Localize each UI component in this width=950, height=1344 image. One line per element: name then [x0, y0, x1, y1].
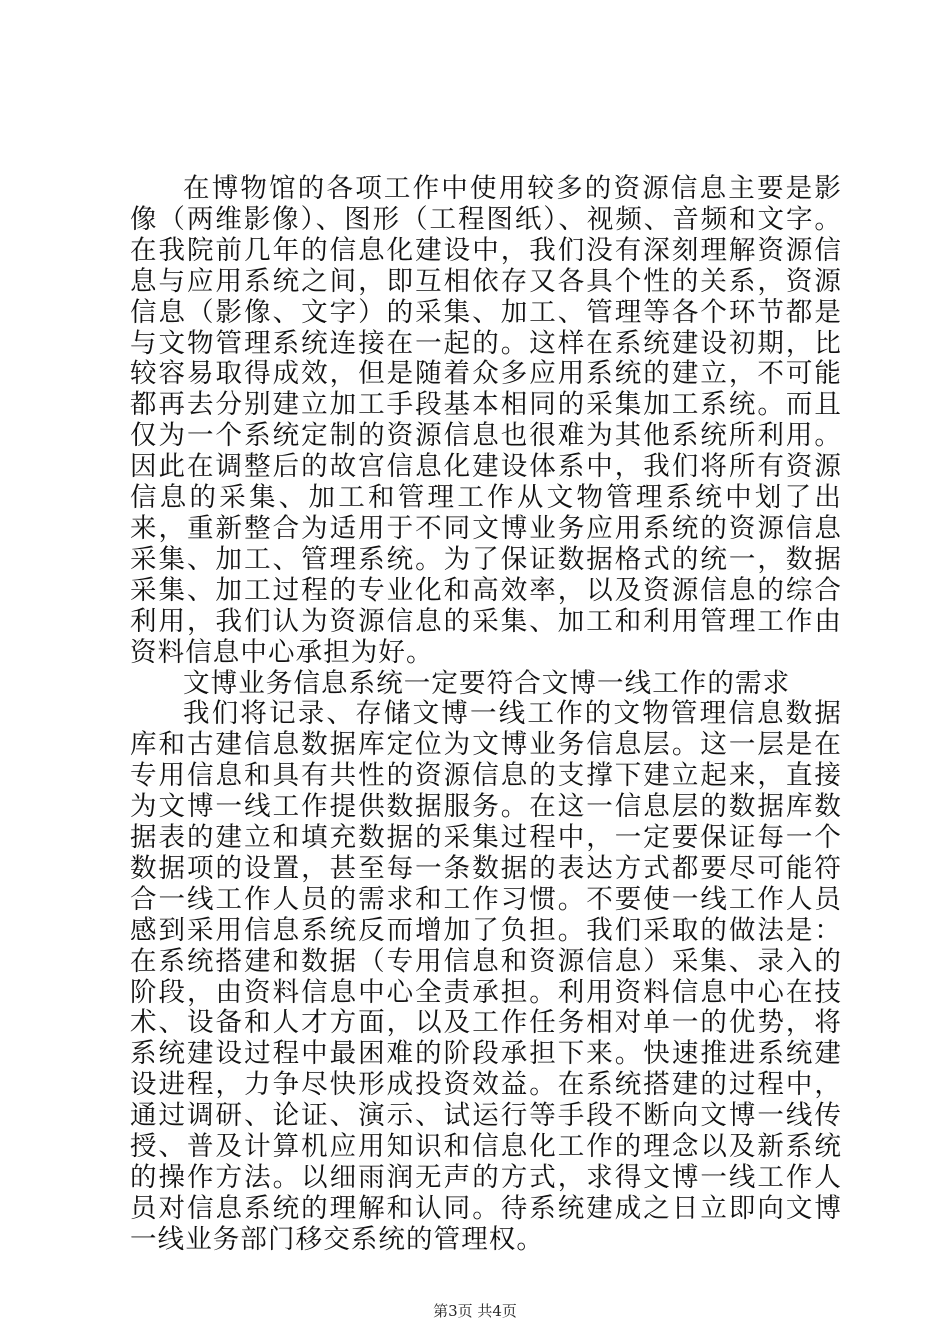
page-number-footer: 第3页 共4页 — [433, 1302, 517, 1320]
paragraph-resource-info: 在博物馆的各项工作中使用较多的资源信息主要是影像（两维影像）、图形（工程图纸）、视频、音频和文字。在我院前几年的信息化建设中，我们没有深刻理解资源信息与应用系统之间，即互相依存又各具个性的关系，资源信息（影像、文字）的采集、加工、管理等各个环节都是与文物管理系统连接在一起的。这样在系统建设初期，比较容易取得成效，但是随着众多应用系统的建立，不可能都再去分别建立加工手段基本相同的采集加工系统。而且仅为一个系统定制的资源信息也很难为其他系统所利用。因此在调整后的故宫信息化建设体系中，我们将所有资源信息的采集、加工和管理工作从文物管理系统中划了出来，重新整合为适用于不同文博业务应用系统的资源信息采集、加工、管理系统。为了保证数据格式的统一，数据采集、加工过程的专业化和高效率，以及资源信息的综合利用，我们认为资源信息的采集、加工和利用管理工作由资料信息中心承担为好。 — [130, 173, 842, 668]
document-body — [130, 174, 842, 1256]
paragraph-business-layer: 我们将记录、存储文博一线工作的文物管理信息数据库和古建信息数据库定位为文博业务信息层。这一层是在专用信息和具有共性的资源信息的支撑下建立起来，直接为文博一线工作提供数据服务。在这一信息层的数据库数据表的建立和填充数据的采集过程中，一定要保证每一个数据项的设置，甚至每一条数据的表达方式都要尽可能符合一线工作人员的需求和工作习惯。不要使一线工作人员感到采用信息系统反而增加了负担。我们采取的做法是：在系统搭建和数据（专用信息和资源信息）采集、录入的阶段，由资料信息中心全责承担。利用资料信息中心在技术、设备和人才方面，以及工作任务相对单一的优势，将系统建设过程中最困难的阶段承担下来。快速推进系统建设进程，力争尽快形成投资效益。在系统搭建的过程中，通过调研、论证、演示、试运行等手段不断向文博一线传授、普及计算机应用知识和信息化工作的理念以及新系统的操作方法。以细雨润无声的方式，求得文博一线工作人员对信息系统的理解和认同。待系统建成之日立即向文博一线业务部门移交系统的管理权。 — [130, 698, 842, 1255]
section-heading: 文博业务信息系统一定要符合文博一线工作的需求 — [183, 667, 791, 699]
